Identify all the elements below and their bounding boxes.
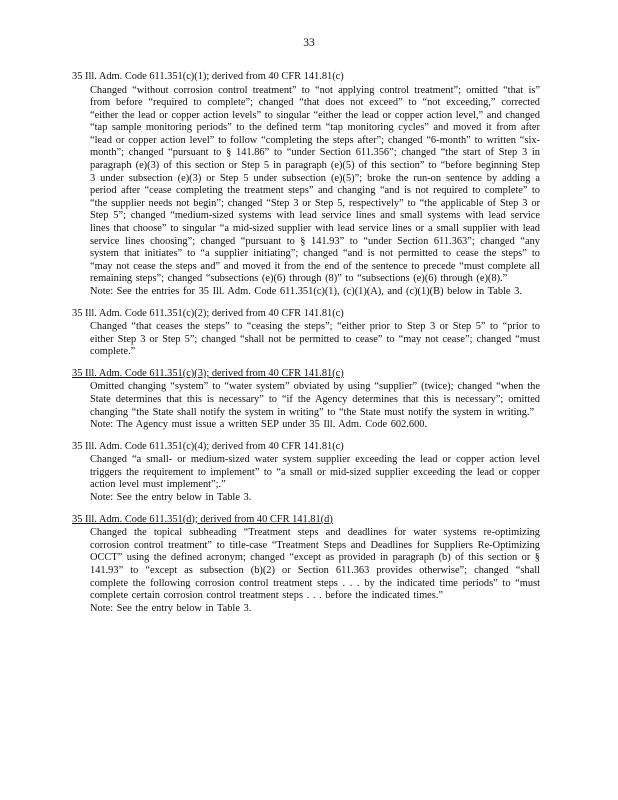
entry-body bbox=[90, 85, 540, 299]
entry-note: Note: See the entry below in Table 3. bbox=[90, 492, 252, 504]
entry-body bbox=[90, 527, 540, 615]
entry-text: Changed the topical subheading “Treatment steps and deadlines for water systems re-optimizing corrosion control treatment” to title-case “Treatment Steps and Deadlines for Suppliers Re-Optimizing OCCT” using the defined acronym; changed “except as provided in paragraph (b) of this section or § 141.93” to “except as subsection (b)(2) or Section 611.363 provides otherwise”; changed “shall complete the following corrosion control treatment steps . . . by the indicated time periods” to “must complete certain corrosion control treatment steps . . . before the indicated times.” bbox=[90, 527, 540, 602]
entry-text: Changed “without corrosion control treatment” to “not applying control treatment”; omitted “that is” from before “required to complete”; changed “that does not exceed” to “not exceeding,” corrected “either the lead or copper action levels” to singular “either the lead or copper action level,” and changed “tap sample monitoring periods” to the defined term “tap monitoring cycles” and moved it from after “lead or copper action level” to follow “completing the steps after”; changed “6-month” to written “six-month”; changed “pursuant to § 141.86” to “under Section 611.356”; changed “the start of Step 3 in paragraph (e)(3) of this section or Step 5 in paragraph (e)(5) of this section” to “before beginning Step 3 under subsection (e)(3) or Step 5 under subsection (e)(5)”; broke the run-on sentence by adding a period after “cease completing the treatment steps” and changing “and is not required to complete” to “the supplier needs not begin”; changed “Step 3 or Step 5, respectively” to “the applicable of Step 3 or Step 5”; changed “medium-sized systems with lead service lines and small systems with lead service lines that choose” to singular “a mid-sized supplier with lead service lines or a small supplier with lead service lines choosing”; changed “pursuant to § 141.93” to “under Section 611.363”; changed “any system that initiates” to “a supplier initiating”; changed “and is not permitted to cease the steps” to “may not cease the steps and” and moved it from the end of the sentence to precede “must complete all remaining steps”; changed “subsections (e)(6) through (8)” to “subsections (e)(6) through (e)(8).” bbox=[90, 84, 540, 285]
entry-heading: 35 Ill. Adm. Code 611.351(c)(3); derived from 40 CFR 141.81(c) bbox=[72, 367, 344, 379]
entry-note: Note: See the entry below in Table 3. bbox=[90, 602, 252, 614]
entry-note: Note: See the entries for 35 Ill. Adm. Code 611.351(c)(1), (c)(1)(A), and (c)(1)(B) below in Table 3. bbox=[90, 286, 522, 297]
entry-heading: 35 Ill. Adm. Code 611.351(d); derived from 40 CFR 141.81(d) bbox=[72, 513, 333, 525]
entry bbox=[72, 70, 540, 299]
entry bbox=[72, 513, 540, 616]
entry bbox=[72, 367, 540, 432]
entry-heading: 35 Ill. Adm. Code 611.351(c)(1); derived from 40 CFR 141.81(c) bbox=[72, 71, 344, 82]
entry-text: Omitted changing “system” to “water system” obviated by using “supplier” (twice); changed “when the State determines that this is necessary” to “if the Agency determines that this is necessary”; omitted changing “the State shall notify the system in writing” to “the State must notify the system in writing.” bbox=[90, 381, 540, 418]
entry-heading: 35 Ill. Adm. Code 611.351(c)(4); derived from 40 CFR 141.81(c) bbox=[72, 440, 344, 452]
entry-body bbox=[90, 321, 540, 359]
entry-heading: 35 Ill. Adm. Code 611.351(c)(2); derived from 40 CFR 141.81(c) bbox=[72, 307, 344, 319]
page-number: 33 bbox=[303, 37, 315, 49]
entry-text: Changed “a small- or medium-sized water system supplier exceeding the lead or copper action level triggers the requirement to implement” to “a small or mid-sized supplier exceeding the lead or copper action level must implement”;.” bbox=[90, 454, 540, 491]
entry-text: Changed “that ceases the steps” to “ceasing the steps”; “either prior to Step 3 or Step 5” to “prior to either Step 3 or Step 5”; changed “shall not be permitted to cease” to “may not cease”; changed “must complete.” bbox=[90, 321, 540, 358]
entry-body bbox=[90, 381, 540, 431]
entry-body bbox=[90, 454, 540, 504]
entry bbox=[72, 440, 540, 505]
entry-note: Note: The Agency must issue a written SEP under 35 Ill. Adm. Code 602.600. bbox=[90, 419, 428, 431]
entry bbox=[72, 307, 540, 359]
entries-list bbox=[72, 70, 540, 623]
